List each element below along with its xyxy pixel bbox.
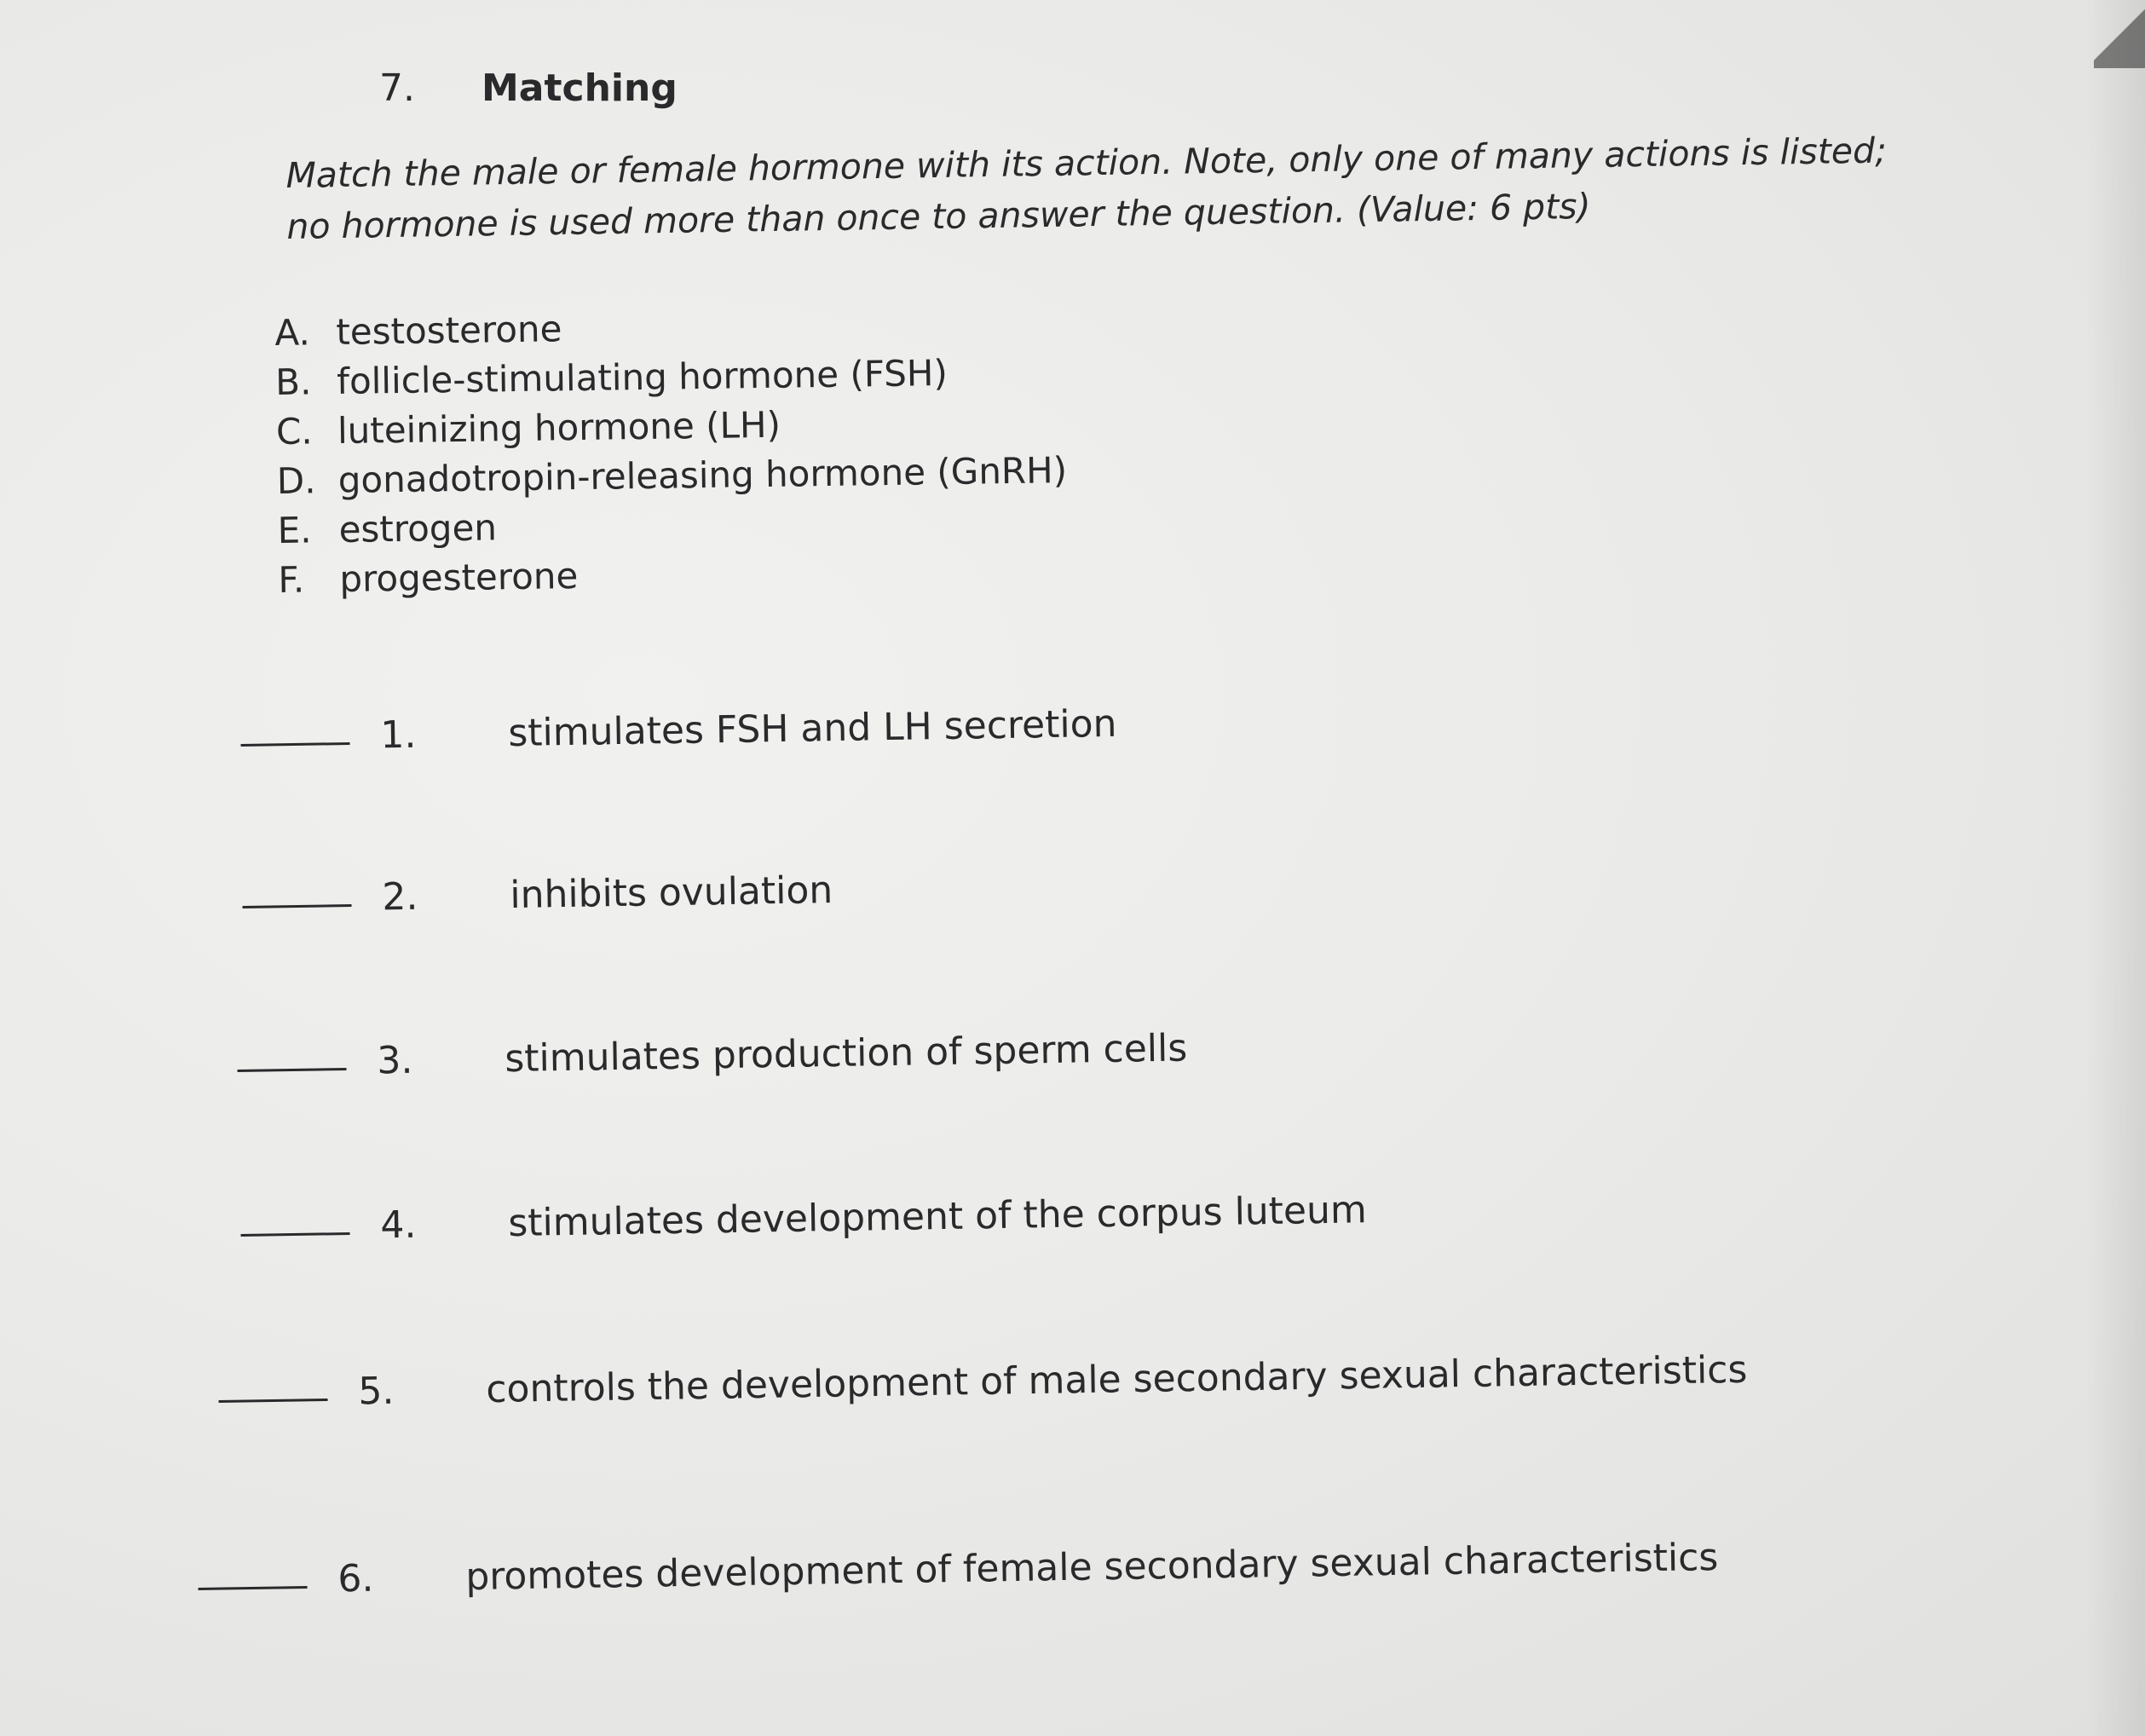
answer-blank[interactable]: [241, 1232, 350, 1237]
item-text: controls the development of male secondary sexual characteristics: [485, 1347, 1748, 1412]
option-text: gonadotropin-releasing hormone (GnRH): [337, 449, 1068, 501]
item-number: 5.: [357, 1369, 395, 1414]
paper-corner-fold: [2094, 0, 2145, 68]
option-text: estrogen: [338, 506, 498, 551]
item-number: 3.: [376, 1038, 413, 1083]
answer-blank[interactable]: [219, 1399, 328, 1403]
item-text: stimulates FSH and LH secretion: [507, 701, 1117, 756]
option-letter: B.: [274, 360, 312, 403]
item-text: stimulates production of sperm cells: [504, 1026, 1188, 1081]
option-text: follicle-stimulating hormone (FSH): [336, 351, 949, 402]
answer-blank[interactable]: [241, 742, 350, 747]
item-number: 6.: [337, 1556, 374, 1601]
option-item: [278, 545, 1069, 605]
option-letter: A.: [274, 311, 311, 354]
matching-item-1: [240, 702, 1117, 759]
question-title: Matching: [481, 66, 678, 110]
matching-item-6: [198, 1536, 1719, 1603]
answer-blank[interactable]: [238, 1068, 347, 1072]
item-text: promotes development of female secondary sexual characteristics: [464, 1535, 1719, 1600]
item-number: 4.: [379, 1203, 417, 1248]
matching-item-2: [242, 868, 833, 921]
matching-item-3: [237, 1026, 1188, 1085]
question-number: 7.: [379, 66, 415, 110]
option-text: progesterone: [339, 555, 579, 600]
item-text: stimulates development of the corpus luteum: [507, 1188, 1368, 1246]
option-letter: E.: [277, 509, 312, 551]
question-header: [379, 66, 678, 110]
option-letter: C.: [275, 410, 314, 453]
instructions-line: Match the male or female hormone with its action. Note, only one of many actions is listed;: [285, 130, 1888, 196]
answer-blank[interactable]: [199, 1586, 308, 1590]
item-text: inhibits ovulation: [509, 868, 833, 918]
item-number: 2.: [381, 874, 418, 920]
page-edge-shadow: [2085, 0, 2145, 1736]
option-text: luteinizing hormone (LH): [337, 403, 781, 452]
item-number: 1.: [379, 712, 417, 758]
hormone-options-list: [274, 297, 1069, 605]
option-text: testosterone: [336, 308, 562, 353]
matching-item-4: [240, 1188, 1367, 1249]
answer-blank[interactable]: [243, 904, 352, 908]
matching-item-5: [218, 1348, 1748, 1416]
option-letter: F.: [278, 558, 305, 601]
question-instructions: [285, 124, 1889, 252]
instructions-line: no hormone is used more than once to answer the question. (Value: 6 pts): [286, 185, 1591, 247]
option-letter: D.: [276, 459, 316, 502]
